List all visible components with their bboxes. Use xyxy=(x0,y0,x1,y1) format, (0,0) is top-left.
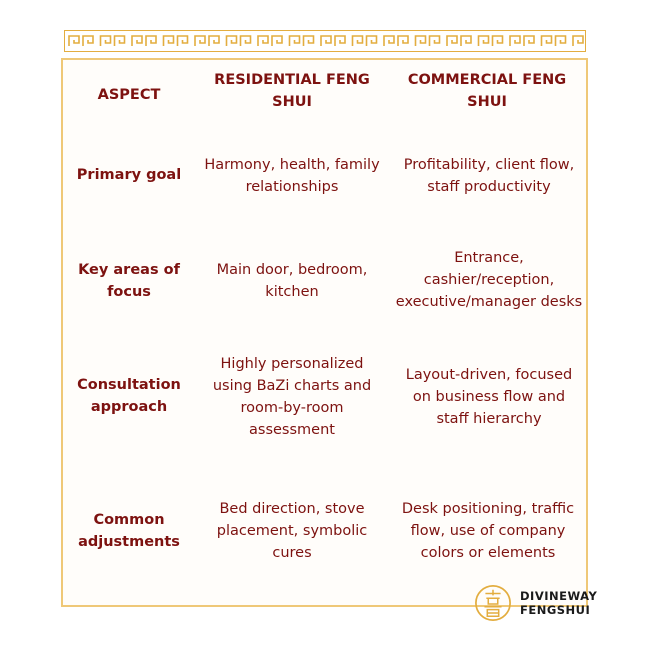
row-label-consultation: Consultation approach xyxy=(77,377,181,415)
residential-adjustments: Bed direction, stove placement, symbolic cures xyxy=(216,501,368,561)
greek-key-border xyxy=(64,30,586,52)
commercial-key-areas: Entrance, cashier/reception, executive/manager desks xyxy=(395,250,583,310)
comparison-table xyxy=(61,58,588,607)
residential-consultation: Highly personalized using BaZi charts and room-by-room assessment xyxy=(212,356,372,438)
residential-key-areas: Main door, bedroom, kitchen xyxy=(216,262,368,300)
commercial-primary-goal: Profitability, client flow, staff productivity xyxy=(403,157,575,195)
residential-primary-goal: Harmony, health, family relationships xyxy=(204,157,380,195)
row-label-adjustments: Common adjustments xyxy=(78,512,180,550)
brand-logo xyxy=(474,582,624,624)
brand-name xyxy=(520,589,597,617)
commercial-consultation: Layout-driven, focused on business flow and staff hierarchy xyxy=(405,367,573,427)
chinese-character-seal-icon xyxy=(474,584,512,622)
row-label-primary-goal: Primary goal xyxy=(76,167,182,183)
commercial-adjustments: Desk positioning, traffic flow, use of company colors or elements xyxy=(401,501,575,561)
brand-line-2: FENGSHUI xyxy=(520,603,591,617)
fret-pattern xyxy=(65,31,586,51)
brand-line-1: DIVINEWAY xyxy=(520,589,598,603)
header-aspect: ASPECT xyxy=(97,87,161,103)
row-label-key-areas: Key areas of focus xyxy=(78,262,180,300)
header-commercial: COMMERCIAL FENG SHUI xyxy=(407,72,567,110)
header-residential: RESIDENTIAL FENG SHUI xyxy=(214,72,370,110)
